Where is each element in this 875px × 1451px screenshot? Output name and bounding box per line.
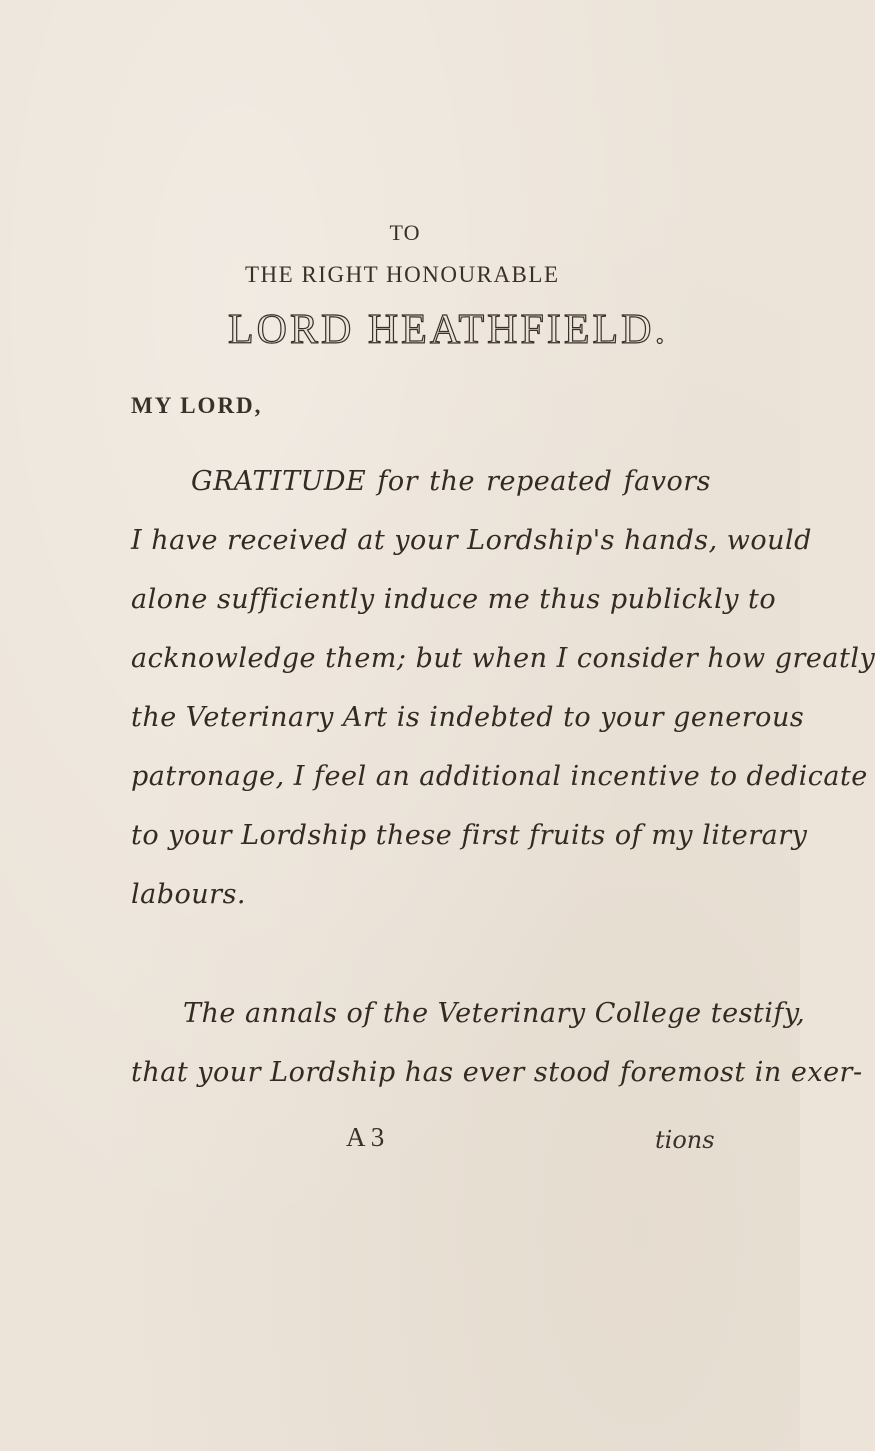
dedication-to: TO [389, 220, 421, 245]
paragraph1-line-3: alone sufficiently induce me thus publickly to [131, 584, 777, 615]
signature-mark: A 3 [346, 1122, 385, 1152]
paragraph1-line-5: the Veterinary Art is indebted to your generous [131, 702, 805, 733]
salutation: MY LORD, [131, 393, 263, 418]
paragraph2-line-2: that your Lordship has ever stood foremost in exer- [131, 1057, 863, 1088]
paragraph1-line-6: patronage, I feel an additional incentive to dedicate [131, 761, 868, 792]
paragraph1-line-7: to your Lordship these first fruits of my literary [131, 820, 808, 851]
paragraph1-line-8: labours. [131, 879, 247, 910]
paragraph2-line-1: The annals of the Veterinary College testify, [183, 998, 806, 1029]
paragraph1-line-2: I have received at your Lordship's hands, would [131, 525, 812, 556]
dedication-name: LORD HEATHFIELD. [228, 307, 668, 353]
paragraph1-line-4: acknowledge them; but when I consider how greatly [131, 643, 875, 674]
catchword: tions [655, 1126, 715, 1154]
dedication-honourable: THE RIGHT HONOURABLE [245, 262, 560, 287]
paragraph1-line-1: GRATITUDE for the repeated favors [191, 466, 711, 497]
